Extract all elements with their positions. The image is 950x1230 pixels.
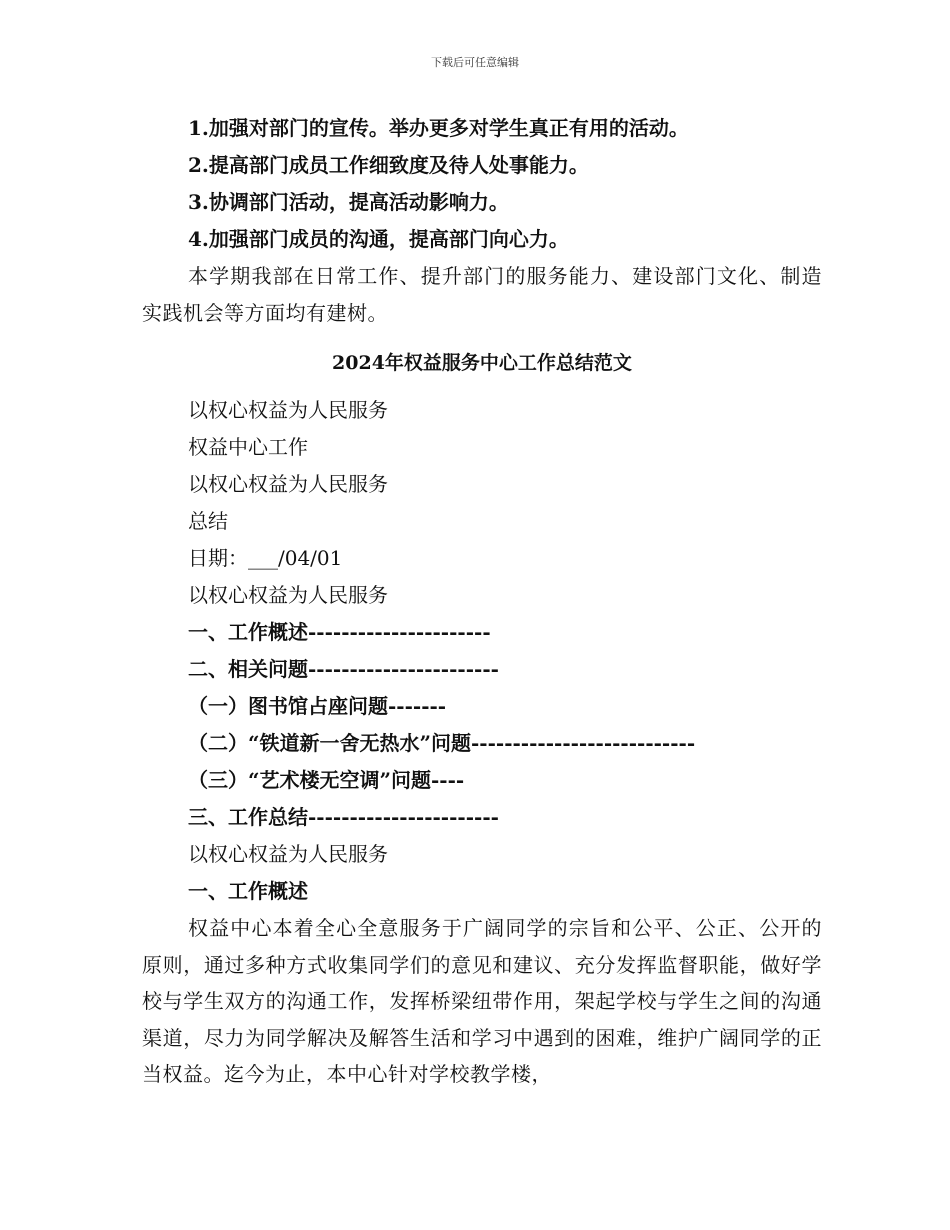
cover-line: 以权心权益为人民服务	[188, 583, 388, 607]
list-item: 1.加强对部门的宣传。举办更多对学生真正有用的活动。	[188, 116, 689, 140]
document-body	[142, 110, 822, 1093]
date-line: 日期：___/04/01	[188, 546, 343, 570]
toc-entry: 二、相关问题-----------------------	[188, 657, 499, 681]
section-heading: 一、工作概述	[188, 879, 308, 903]
toc-entry: （三）“艺术楼无空调”问题----	[188, 768, 465, 792]
cover-line: 以权心权益为人民服务	[188, 398, 388, 422]
cover-line: 总结	[188, 509, 228, 533]
list-item: 3.协调部门活动，提高活动影响力。	[188, 190, 509, 214]
list-item: 2.提高部门成员工作细致度及待人处事能力。	[188, 153, 589, 177]
list-item: 4.加强部门成员的沟通，提高部门向心力。	[188, 227, 569, 251]
toc-entry: （二）“铁道新一舍无热水”问题---------------------------	[188, 731, 696, 755]
summary-paragraph: 本学期我部在日常工作、提升部门的服务能力、建设部门文化、制造实践机会等方面均有建树。	[142, 264, 822, 325]
toc-entry: 三、工作总结-----------------------	[188, 805, 499, 829]
cover-line: 以权心权益为人民服务	[188, 472, 388, 496]
page-header-note: 下载后可任意编辑	[431, 56, 519, 69]
document-title: 2024年权益服务中心工作总结范文	[332, 352, 632, 374]
motto-line: 以权心权益为人民服务	[188, 842, 388, 866]
toc-entry: 一、工作概述----------------------	[188, 620, 491, 644]
body-paragraph: 权益中心本着全心全意服务于广阔同学的宗旨和公平、公正、公开的原则，通过多种方式收集同学们的意见和建议、充分发挥监督职能，做好学校与学生双方的沟通工作，发挥桥梁纽带作用，架起学校与学生之间的沟通渠道，尽力为同学解决及解答生活和学习中遇到的困难，维护广阔同学的正当权益。迄今为止，本中心针对学校教学楼，	[142, 916, 822, 1086]
cover-line: 权益中心工作	[188, 435, 308, 459]
toc-entry: （一）图书馆占座问题-------	[188, 694, 447, 718]
